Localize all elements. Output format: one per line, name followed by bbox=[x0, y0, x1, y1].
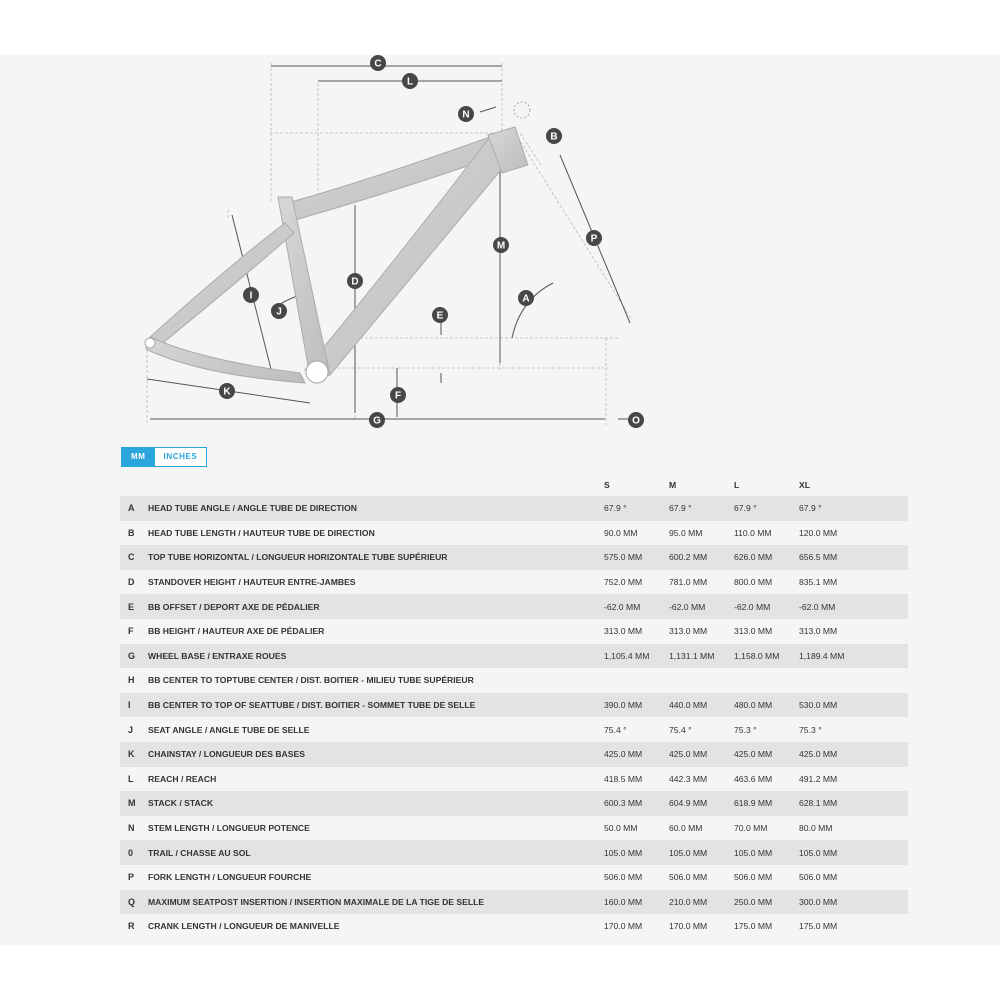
row-key: R bbox=[128, 921, 135, 932]
row-value: 656.5 MM bbox=[799, 552, 838, 563]
frame-geometry-diagram bbox=[0, 55, 1000, 435]
svg-text:G: G bbox=[373, 415, 381, 427]
row-value: 575.0 MM bbox=[604, 552, 643, 563]
table-row bbox=[120, 890, 908, 915]
row-value: 1,131.1 MM bbox=[669, 650, 715, 661]
label-K bbox=[219, 383, 235, 399]
row-value: 313.0 MM bbox=[799, 626, 838, 637]
row-value: 95.0 MM bbox=[669, 527, 703, 538]
row-value: 506.0 MM bbox=[604, 872, 643, 883]
header-name-cell bbox=[148, 473, 604, 496]
row-key: F bbox=[128, 626, 134, 637]
row-value: 463.6 MM bbox=[734, 773, 773, 784]
geometry-table bbox=[120, 473, 908, 939]
row-value: 1,105.4 MM bbox=[604, 650, 650, 661]
row-name: STACK / STACK bbox=[148, 798, 214, 809]
row-key: M bbox=[128, 798, 136, 809]
table-row bbox=[120, 619, 908, 644]
table-row bbox=[120, 496, 908, 521]
row-key: K bbox=[128, 749, 135, 760]
table-row bbox=[120, 545, 908, 570]
row-value: 800.0 MM bbox=[734, 577, 773, 588]
geometry-panel bbox=[0, 55, 1000, 945]
table-row bbox=[120, 767, 908, 792]
row-value: 105.0 MM bbox=[734, 847, 773, 858]
row-value: 60.0 MM bbox=[669, 823, 703, 834]
row-value: 210.0 MM bbox=[669, 896, 708, 907]
row-value: 70.0 MM bbox=[734, 823, 768, 834]
row-name: FORK LENGTH / LONGUEUR FOURCHE bbox=[148, 872, 312, 883]
svg-text:A: A bbox=[522, 293, 530, 305]
svg-text:I: I bbox=[249, 290, 253, 302]
seat-stay bbox=[150, 223, 294, 347]
row-value: 67.9 ° bbox=[734, 503, 757, 514]
row-value: 506.0 MM bbox=[799, 872, 838, 883]
row-key: D bbox=[128, 577, 135, 588]
row-value: 491.2 MM bbox=[799, 773, 838, 784]
row-value: 425.0 MM bbox=[734, 749, 773, 760]
row-key: I bbox=[128, 700, 131, 711]
chain-stay bbox=[146, 337, 305, 383]
svg-text:P: P bbox=[590, 233, 598, 245]
unit-mm-button[interactable]: MM bbox=[122, 448, 155, 466]
table-row bbox=[120, 865, 908, 890]
row-value: 67.9 ° bbox=[669, 503, 692, 514]
row-value: 110.0 MM bbox=[734, 527, 772, 538]
row-value: 300.0 MM bbox=[799, 896, 838, 907]
row-value: 75.4 ° bbox=[669, 724, 692, 735]
row-value: 75.3 ° bbox=[734, 724, 757, 735]
row-value: 1,158.0 MM bbox=[734, 650, 780, 661]
row-value: 506.0 MM bbox=[734, 872, 773, 883]
row-value: 752.0 MM bbox=[604, 577, 643, 588]
row-value: 170.0 MM bbox=[669, 921, 708, 932]
row-value: 175.0 MM bbox=[799, 921, 838, 932]
svg-text:F: F bbox=[394, 390, 402, 402]
label-P bbox=[586, 230, 602, 246]
table-row bbox=[120, 521, 908, 546]
row-value: 600.2 MM bbox=[669, 552, 708, 563]
row-name: HEAD TUBE LENGTH / HAUTEUR TUBE DE DIRECTION bbox=[148, 527, 375, 538]
row-value: 67.9 ° bbox=[604, 503, 627, 514]
row-name: BB OFFSET / DEPORT AXE DE PÉDALIER bbox=[148, 601, 320, 612]
row-name: BB HEIGHT / HAUTEUR AXE DE PÉDALIER bbox=[148, 626, 325, 637]
row-value: 835.1 MM bbox=[799, 577, 838, 588]
table-row bbox=[120, 594, 908, 619]
row-value: 418.5 MM bbox=[604, 773, 643, 784]
table-row bbox=[120, 693, 908, 718]
row-key: J bbox=[128, 724, 134, 735]
label-N bbox=[458, 106, 474, 122]
row-key: L bbox=[128, 773, 134, 784]
table-row bbox=[120, 668, 908, 693]
label-J bbox=[271, 303, 287, 319]
row-key: B bbox=[128, 527, 135, 538]
svg-text:E: E bbox=[436, 310, 444, 322]
row-value: 175.0 MM bbox=[734, 921, 773, 932]
label-G bbox=[369, 412, 385, 428]
row-value: 480.0 MM bbox=[734, 700, 773, 711]
svg-text:O: O bbox=[632, 415, 640, 427]
row-value: 313.0 MM bbox=[734, 626, 773, 637]
row-value: 626.0 MM bbox=[734, 552, 773, 563]
svg-text:C: C bbox=[374, 58, 382, 70]
svg-text:M: M bbox=[496, 240, 506, 252]
table-row bbox=[120, 791, 908, 816]
svg-text:N: N bbox=[462, 109, 470, 121]
table-row bbox=[120, 644, 908, 669]
row-name: TOP TUBE HORIZONTAL / LONGUEUR HORIZONTALE TUBE SUPÉRIEUR bbox=[148, 552, 448, 563]
unit-toggle bbox=[121, 447, 207, 467]
row-value: 80.0 MM bbox=[799, 823, 833, 834]
row-value: 75.4 ° bbox=[604, 724, 627, 735]
label-M bbox=[493, 237, 509, 253]
label-L bbox=[402, 73, 418, 89]
table-row bbox=[120, 816, 908, 841]
label-D bbox=[347, 273, 363, 289]
row-key: P bbox=[128, 872, 135, 883]
table-row bbox=[120, 570, 908, 595]
row-value: 506.0 MM bbox=[669, 872, 708, 883]
svg-text:L: L bbox=[406, 76, 414, 88]
row-name: HEAD TUBE ANGLE / ANGLE TUBE DE DIRECTION bbox=[148, 503, 357, 514]
table-row bbox=[120, 717, 908, 742]
size-header-l: L bbox=[734, 479, 740, 490]
table-row bbox=[120, 914, 908, 939]
table-header-row bbox=[120, 473, 908, 496]
row-name: BB CENTER TO TOP OF SEATTUBE / DIST. BOITIER - SOMMET TUBE DE SELLE bbox=[148, 700, 476, 711]
table-row bbox=[120, 840, 908, 865]
row-value: 105.0 MM bbox=[799, 847, 838, 858]
row-key: E bbox=[128, 601, 135, 612]
svg-text:D: D bbox=[351, 276, 359, 288]
bike-frame bbox=[145, 127, 528, 383]
label-O bbox=[628, 412, 644, 428]
header-key-cell bbox=[120, 473, 148, 496]
row-value: 160.0 MM bbox=[604, 896, 643, 907]
row-value: 250.0 MM bbox=[734, 896, 773, 907]
row-name: WHEEL BASE / ENTRAXE ROUES bbox=[148, 650, 287, 661]
size-header-xl: XL bbox=[799, 479, 810, 490]
row-name: SEAT ANGLE / ANGLE TUBE DE SELLE bbox=[148, 724, 310, 735]
row-key: Q bbox=[128, 896, 136, 907]
row-name: CRANK LENGTH / LONGUEUR DE MANIVELLE bbox=[148, 921, 340, 932]
row-value: 170.0 MM bbox=[604, 921, 643, 932]
row-value: 313.0 MM bbox=[604, 626, 643, 637]
svg-text:K: K bbox=[223, 386, 231, 398]
row-value: 1,189.4 MM bbox=[799, 650, 845, 661]
table-body bbox=[120, 496, 908, 939]
row-value: 440.0 MM bbox=[669, 700, 708, 711]
row-value: -62.0 MM bbox=[799, 601, 836, 612]
svg-text:J: J bbox=[276, 306, 282, 318]
row-value: 67.9 ° bbox=[799, 503, 822, 514]
row-value: 390.0 MM bbox=[604, 700, 643, 711]
row-name: STEM LENGTH / LONGUEUR POTENCE bbox=[148, 823, 310, 834]
row-value: -62.0 MM bbox=[604, 601, 641, 612]
row-name: REACH / REACH bbox=[148, 773, 217, 784]
stem-indicator bbox=[514, 102, 530, 118]
row-name: TRAIL / CHASSE AU SOL bbox=[148, 847, 251, 858]
row-value: -62.0 MM bbox=[669, 601, 706, 612]
label-E bbox=[432, 307, 448, 323]
rear-dropout bbox=[145, 338, 155, 348]
row-value: 90.0 MM bbox=[604, 527, 638, 538]
row-value: 628.1 MM bbox=[799, 798, 838, 809]
label-C bbox=[370, 55, 386, 71]
label-A bbox=[518, 290, 534, 306]
row-value: 781.0 MM bbox=[669, 577, 708, 588]
svg-text:B: B bbox=[550, 131, 558, 143]
row-value: 75.3 ° bbox=[799, 724, 822, 735]
row-value: 105.0 MM bbox=[604, 847, 643, 858]
row-name: BB CENTER TO TOPTUBE CENTER / DIST. BOITIER - MILIEU TUBE SUPÉRIEUR bbox=[148, 675, 474, 686]
row-name: CHAINSTAY / LONGUEUR DES BASES bbox=[148, 749, 305, 760]
label-I bbox=[243, 287, 259, 303]
label-B bbox=[546, 128, 562, 144]
row-key: H bbox=[128, 675, 135, 686]
row-value: 530.0 MM bbox=[799, 700, 838, 711]
bottom-bracket bbox=[306, 361, 328, 383]
row-value: 425.0 MM bbox=[669, 749, 708, 760]
row-value: 313.0 MM bbox=[669, 626, 708, 637]
row-key: 0 bbox=[128, 847, 134, 858]
row-value: 425.0 MM bbox=[799, 749, 838, 760]
row-value: 600.3 MM bbox=[604, 798, 643, 809]
row-name: STANDOVER HEIGHT / HAUTEUR ENTRE-JAMBES bbox=[148, 577, 356, 588]
row-value: 425.0 MM bbox=[604, 749, 643, 760]
row-value: 618.9 MM bbox=[734, 798, 773, 809]
row-value: 105.0 MM bbox=[669, 847, 708, 858]
row-value: 50.0 MM bbox=[604, 823, 638, 834]
row-key: C bbox=[128, 552, 135, 563]
label-F bbox=[390, 387, 406, 403]
size-header-s: S bbox=[604, 479, 610, 490]
row-name: MAXIMUM SEATPOST INSERTION / INSERTION MAXIMALE DE LA TIGE DE SELLE bbox=[148, 896, 485, 907]
row-key: G bbox=[128, 650, 136, 661]
size-header-m: M bbox=[669, 479, 677, 490]
row-value: -62.0 MM bbox=[734, 601, 771, 612]
unit-inches-button[interactable]: INCHES bbox=[155, 448, 207, 466]
row-value: 442.3 MM bbox=[669, 773, 708, 784]
row-key: N bbox=[128, 823, 135, 834]
table-row bbox=[120, 742, 908, 767]
row-value: 120.0 MM bbox=[799, 527, 838, 538]
row-key: A bbox=[128, 503, 135, 514]
row-value: 604.9 MM bbox=[669, 798, 708, 809]
